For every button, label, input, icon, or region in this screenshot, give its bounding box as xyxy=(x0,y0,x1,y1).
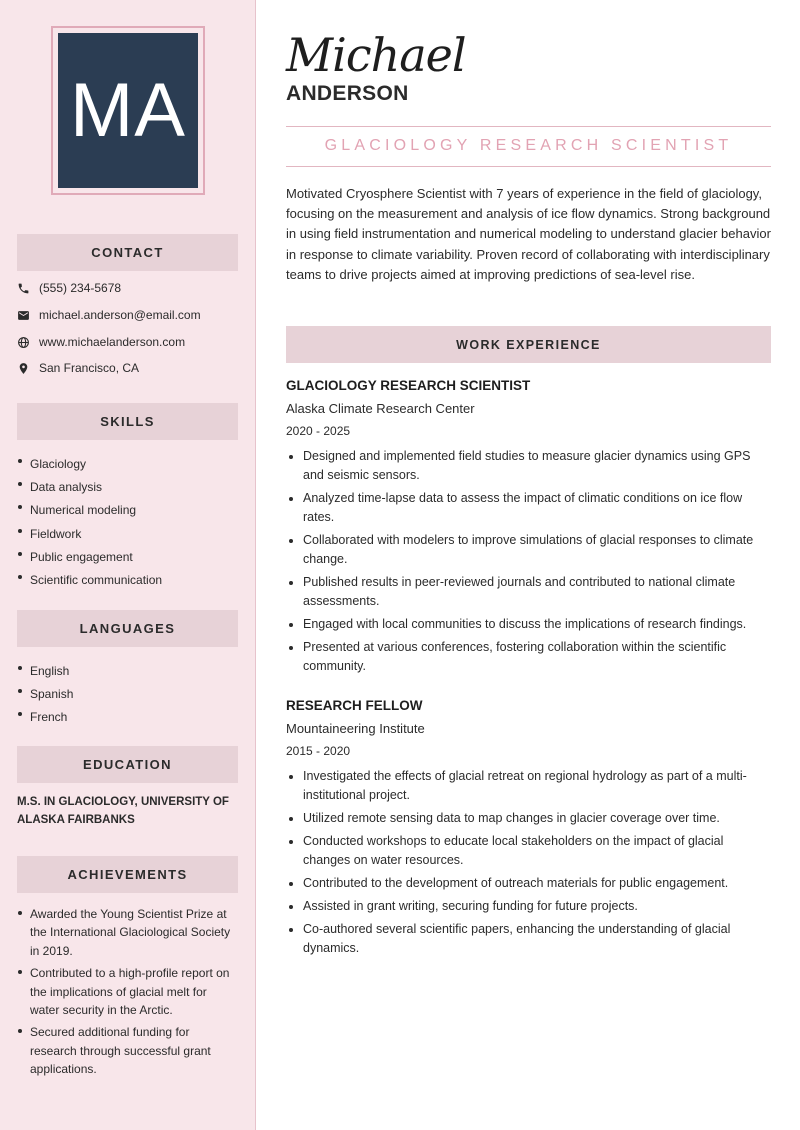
job-bullet: Assisted in grant writing, securing funding for future projects. xyxy=(286,897,766,916)
job-bullet: Co-authored several scientific papers, enhancing the understanding of glacial dynamics. xyxy=(286,920,766,958)
achievement-item: Secured additional funding for research through successful grant applications. xyxy=(17,1023,237,1078)
education-heading: EDUCATION xyxy=(17,746,238,783)
skill-item: Numerical modeling xyxy=(17,499,241,522)
job-bullet: Investigated the effects of glacial retreat on regional hydrology as part of a multi-institutional project. xyxy=(286,767,766,805)
contact-website xyxy=(17,335,185,349)
job-bullet: Designed and implemented field studies to measure glacier dynamics using GPS and seismic sensors. xyxy=(286,447,766,485)
contact-email xyxy=(17,308,201,322)
email-text: michael.anderson@email.com xyxy=(39,308,201,322)
contact-heading: CONTACT xyxy=(17,234,238,271)
title-divider-top xyxy=(286,126,771,127)
job-role: RESEARCH FELLOW xyxy=(286,698,423,713)
job-bullet: Utilized remote sensing data to map changes in glacier coverage over time. xyxy=(286,809,766,828)
phone-text: (555) 234-5678 xyxy=(39,281,122,295)
job-role: GLACIOLOGY RESEARCH SCIENTIST xyxy=(286,378,531,393)
job-bullet: Conducted workshops to educate local stakeholders on the impact of glacial changes on water resources. xyxy=(286,832,766,870)
skill-item: Scientific communication xyxy=(17,569,241,592)
achievements-list xyxy=(17,905,237,1079)
skill-item: Fieldwork xyxy=(17,523,241,546)
monogram-box xyxy=(58,33,198,188)
language-item: French xyxy=(17,706,241,729)
job-organization: Mountaineering Institute xyxy=(286,721,425,736)
job-organization: Alaska Climate Research Center xyxy=(286,401,475,416)
job-bullet: Collaborated with modelers to improve simulations of glacial responses to climate change. xyxy=(286,531,766,569)
monogram: MA xyxy=(70,68,186,153)
phone-icon xyxy=(17,282,30,295)
skill-item: Public engagement xyxy=(17,546,241,569)
languages-heading: LANGUAGES xyxy=(17,610,238,647)
job-dates: 2020 - 2025 xyxy=(286,424,351,438)
website-text: www.michaelanderson.com xyxy=(39,335,186,349)
first-name: Michael xyxy=(286,28,466,82)
achievement-item: Awarded the Young Scientist Prize at the International Glaciological Society in 2019. xyxy=(17,905,237,960)
language-item: English xyxy=(17,660,241,683)
envelope-icon xyxy=(17,309,30,322)
achievement-item: Contributed to a high-profile report on the implications of glacial melt for water security in the Arctic. xyxy=(17,964,237,1019)
contact-phone xyxy=(17,281,121,295)
globe-icon xyxy=(17,336,30,349)
contact-location xyxy=(17,361,139,375)
skills-list xyxy=(17,453,241,592)
last-name: ANDERSON xyxy=(286,82,409,105)
profile-summary: Motivated Cryosphere Scientist with 7 years of experience in the field of glaciology, focusing on the measurement and analysis of ice flow dynamics. Strong background in using field instrumentation and numerical modeling to understand glacier behavior in response to climate variability. Proven record of collaborating with interdisciplinary teams to drive projects aimed at improving predictions of sea-level rise. xyxy=(286,186,771,282)
job-bullet: Engaged with local communities to discuss the implications of research findings. xyxy=(286,615,766,634)
job-dates: 2015 - 2020 xyxy=(286,744,351,758)
sidebar xyxy=(0,0,256,1130)
education-degree: M.S. IN GLACIOLOGY, UNIVERSITY OF ALASKA FAIRBANKS xyxy=(17,796,229,826)
monogram-frame xyxy=(51,26,205,195)
job-bullet: Presented at various conferences, fostering collaboration within the scientific community. xyxy=(286,638,766,676)
skill-item: Glaciology xyxy=(17,453,241,476)
job-title: GLACIOLOGY RESEARCH SCIENTIST xyxy=(324,137,733,154)
job-bullet: Published results in peer-reviewed journals and contributed to national climate assessments. xyxy=(286,573,766,611)
location-pin-icon xyxy=(17,362,30,375)
language-item: Spanish xyxy=(17,683,241,706)
title-divider-bottom xyxy=(286,166,771,167)
job-bullet: Contributed to the development of outreach materials for public engagement. xyxy=(286,874,766,893)
location-text: San Francisco, CA xyxy=(39,361,140,375)
achievements-heading: ACHIEVEMENTS xyxy=(17,856,238,893)
job-bullet: Analyzed time-lapse data to assess the impact of climatic conditions on ice flow rates. xyxy=(286,489,766,527)
job-bullets xyxy=(286,447,766,680)
skill-item: Data analysis xyxy=(17,476,241,499)
work-experience-heading: WORK EXPERIENCE xyxy=(286,326,771,363)
job-bullets xyxy=(286,767,766,962)
skills-heading: SKILLS xyxy=(17,403,238,440)
languages-list xyxy=(17,660,241,730)
